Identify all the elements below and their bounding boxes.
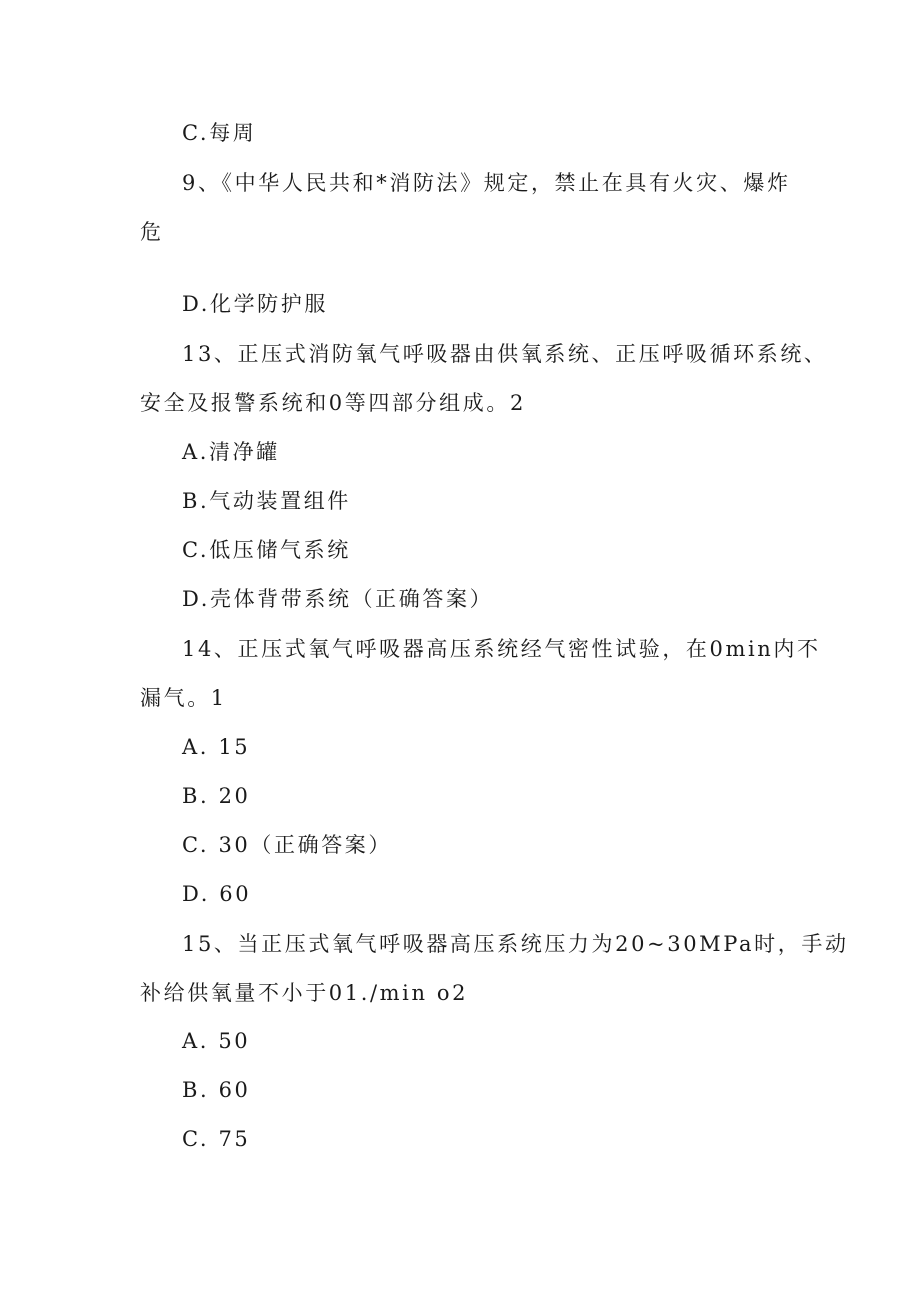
question-13-line-1: 13、正压式消防氧气呼吸器由供氧系统、正压呼吸循环系统、 <box>182 342 828 366</box>
option-d-q14: D. 60 <box>182 882 252 906</box>
question-9-line-2: 危 <box>140 220 164 244</box>
option-c-q15: C. 75 <box>182 1127 251 1151</box>
question-14-line-2: 漏气。1 <box>140 686 227 710</box>
question-15-line-1: 15、当正压式氧气呼吸器高压系统压力为20~30MPa时，手动 <box>182 932 849 956</box>
option-a-q14: A. 15 <box>182 735 251 759</box>
option-b-q13: B.气动装置组件 <box>182 489 351 513</box>
option-a-q13: A.清净罐 <box>182 440 280 464</box>
option-c-q8: C.每周 <box>182 121 257 145</box>
option-c-q14: C. 30（正确答案） <box>182 833 392 857</box>
option-c-q13: C.低压储气系统 <box>182 538 351 562</box>
option-d-q13: D.壳体背带系统（正确答案） <box>182 587 494 611</box>
option-d-q12: D.化学防护服 <box>182 292 328 316</box>
option-a-q15: A. 50 <box>182 1029 251 1053</box>
option-b-q14: B. 20 <box>182 784 251 808</box>
option-b-q15: B. 60 <box>182 1078 251 1102</box>
question-15-line-2: 补给供氧量不小于01./min o2 <box>140 981 469 1005</box>
question-14-line-1: 14、正压式氧气呼吸器高压系统经气密性试验，在0min内不 <box>182 637 821 661</box>
question-13-line-2: 安全及报警系统和0等四部分组成。2 <box>140 391 526 415</box>
question-9-line-1: 9、《中华人民共和*消防法》规定，禁止在具有火灾、爆炸 <box>182 171 791 195</box>
